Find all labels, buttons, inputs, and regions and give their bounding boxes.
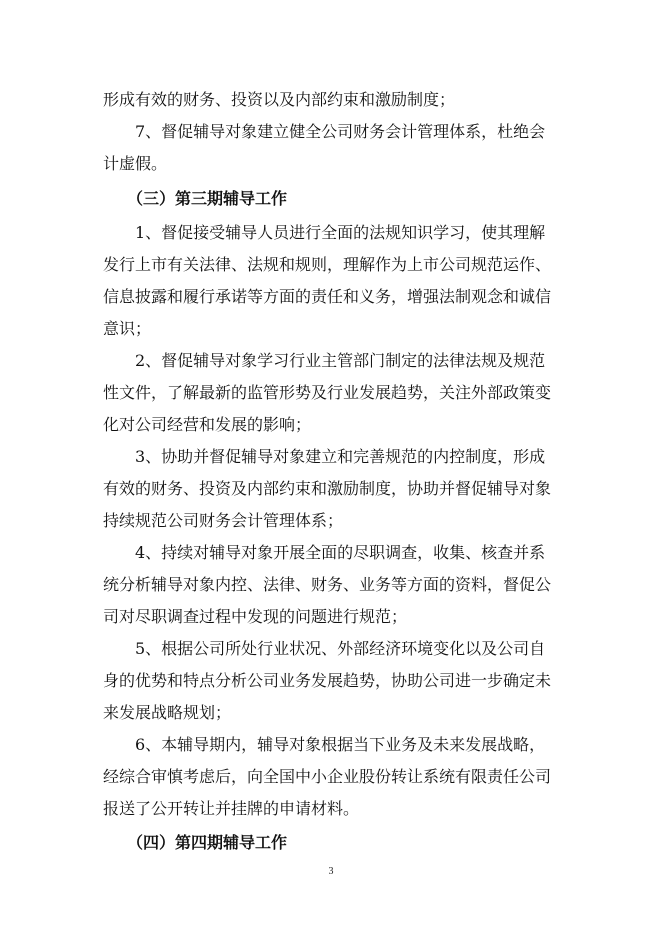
body-text: 化对公司经营和发展的影响； <box>103 415 312 434</box>
body-text: 持续规范公司财务会计管理体系； <box>103 511 344 530</box>
body-text: 3、协助并督促辅导对象建立和完善规范的内控制度，形成 <box>135 447 546 466</box>
body-text: 经综合审慎考虑后，向全国中小企业股份转让系统有限责任公司 <box>103 767 552 786</box>
section-heading <box>0 184 662 214</box>
body-text: 5、根据公司所处行业状况、外部经济环境变化以及公司自 <box>135 639 546 658</box>
body-line <box>0 506 662 536</box>
body-text: 2、督促辅导对象学习行业主管部门制定的法律法规及规范 <box>135 351 546 370</box>
body-text: 1、督促接受辅导人员进行全面的法规知识学习，使其理解 <box>135 223 546 242</box>
body-text: 有效的财务、投资及内部约束和激励制度，协助并督促辅导对象 <box>103 479 552 498</box>
body-line <box>0 794 662 824</box>
body-line <box>0 538 662 568</box>
body-line <box>0 410 662 440</box>
body-line <box>0 442 662 472</box>
body-line <box>0 730 662 760</box>
body-line <box>0 314 662 344</box>
body-line <box>0 666 662 696</box>
body-text: 统分析辅导对象内控、法律、财务、业务等方面的资料，督促公 <box>103 575 552 594</box>
body-text: 6、本辅导期内，辅导对象根据当下业务及未来发展战略， <box>135 735 546 754</box>
body-line <box>0 282 662 312</box>
body-text: 信息披露和履行承诺等方面的责任和义务，增强法制观念和诚信 <box>103 287 552 306</box>
body-text: 发行上市有关法律、法规和规则，理解作为上市公司规范运作、 <box>103 255 552 274</box>
body-line <box>0 85 662 115</box>
body-line <box>0 570 662 600</box>
body-text: 司对尽职调查过程中发现的问题进行规范； <box>103 607 408 626</box>
body-line <box>0 602 662 632</box>
body-text: 形成有效的财务、投资以及内部约束和激励制度； <box>103 90 456 109</box>
body-text: 性文件，了解最新的监管形势及行业发展趋势，关注外部政策变 <box>103 383 552 402</box>
body-text: 身的优势和特点分析公司业务发展趋势，协助公司进一步确定未 <box>103 671 552 690</box>
body-line <box>0 474 662 504</box>
body-line <box>0 698 662 728</box>
body-text: 报送了公开转让并挂牌的申请材料。 <box>103 799 360 818</box>
body-text: 计虚假。 <box>103 154 168 173</box>
body-line <box>0 117 662 147</box>
heading-text: （四）第四期辅导工作 <box>127 833 288 852</box>
page-number: 3 <box>328 866 334 877</box>
section-heading <box>0 828 662 858</box>
body-line <box>0 218 662 248</box>
body-line <box>0 634 662 664</box>
body-text: 意识； <box>103 319 152 338</box>
body-text: 来发展战略规划； <box>103 703 232 722</box>
heading-text: （三）第三期辅导工作 <box>127 189 288 208</box>
body-line <box>0 250 662 280</box>
body-line <box>0 149 662 179</box>
body-line <box>0 346 662 376</box>
body-text: 7、督促辅导对象建立健全公司财务会计管理体系，杜绝会 <box>135 122 546 141</box>
body-text: 4、持续对辅导对象开展全面的尽职调查，收集、核查并系 <box>135 543 546 562</box>
body-line <box>0 762 662 792</box>
body-line <box>0 378 662 408</box>
